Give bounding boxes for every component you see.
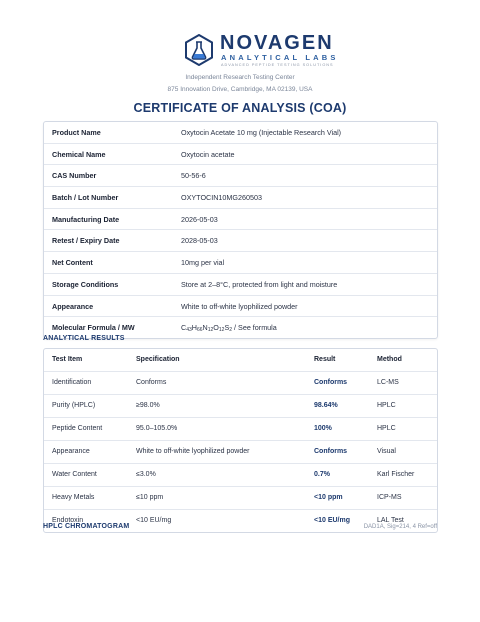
method: HPLC — [377, 425, 396, 432]
info-row — [44, 187, 437, 209]
table-header-row — [44, 349, 437, 372]
method: HPLC — [377, 402, 396, 409]
result: Conforms — [314, 379, 348, 386]
info-key: CAS Number — [52, 171, 97, 181]
column-header: Method — [377, 356, 402, 363]
result: Conforms — [314, 448, 348, 455]
result: <10 ppm — [314, 494, 343, 501]
specification: <10 EU/mg — [136, 517, 172, 524]
lab-description: Independent Research Testing Center — [185, 74, 295, 81]
info-key: Storage Conditions — [52, 279, 119, 289]
info-key: Molecular Formula / MW — [52, 323, 135, 333]
specification: Conforms — [136, 379, 167, 386]
result: 98.64% — [314, 402, 338, 409]
column-header: Specification — [136, 356, 180, 363]
result: 0.7% — [314, 471, 330, 478]
method: Visual — [377, 448, 396, 455]
table-row — [44, 464, 437, 487]
specification: ≥98.0% — [136, 402, 160, 409]
info-row — [44, 165, 437, 187]
page-title: CERTIFICATE OF ANALYSIS (COA) — [133, 101, 347, 115]
flask-hexagon-icon — [184, 34, 214, 66]
test-item: Peptide Content — [52, 425, 103, 432]
info-value: Oxytocin Acetate 10 mg (Injectable Research Vial) — [181, 128, 342, 137]
result: 100% — [314, 425, 332, 432]
info-value: 10mg per vial — [181, 258, 225, 268]
method: LC-MS — [377, 379, 399, 386]
lab-address: 875 Innovation Drive, Cambridge, MA 02139, USA — [167, 86, 313, 93]
info-key: Chemical Name — [52, 149, 106, 159]
test-item: Endotoxin — [52, 517, 84, 524]
molecular-formula-value: $C_{43}H_{66}N_{12}O_{12}S_2$ / See formula — [181, 323, 277, 334]
table-row — [44, 418, 437, 441]
method: ICP-MS — [377, 494, 402, 501]
specification: 95.0–105.0% — [136, 425, 178, 432]
specification: ≤10 ppm — [136, 494, 164, 501]
analytical-results-table — [43, 348, 438, 533]
method: Karl Fischer — [377, 471, 415, 478]
test-item: Identification — [52, 379, 92, 386]
info-key: Appearance — [52, 301, 94, 311]
test-item: Purity (HPLC) — [52, 402, 96, 409]
info-row — [44, 274, 437, 296]
info-value: Store at 2–8°C, protected from light and moisture — [181, 279, 338, 289]
test-item: Water Content — [52, 471, 97, 478]
info-key: Retest / Expiry Date — [52, 236, 120, 246]
info-row — [44, 122, 437, 144]
info-key: Manufacturing Date — [52, 214, 120, 224]
info-row — [44, 144, 437, 166]
info-value: 2026-05-03 — [181, 214, 218, 224]
analytical-results-heading: ANALYTICAL RESULTS — [43, 335, 125, 342]
info-value: White to off-white lyophilized powder — [181, 301, 298, 311]
table-row — [44, 372, 437, 395]
hplc-chromatogram-heading: HPLC CHROMATOGRAM — [43, 523, 130, 530]
info-row — [44, 209, 437, 231]
info-row — [44, 296, 437, 318]
info-value: OXYTOCIN10MG260503 — [181, 193, 262, 203]
test-item: Heavy Metals — [52, 494, 95, 501]
specification: White to off-white lyophilized powder — [136, 448, 250, 455]
info-key: Net Content — [52, 258, 93, 268]
product-info-table — [43, 121, 438, 339]
info-value: Oxytocin acetate — [181, 149, 235, 159]
result: <10 EU/mg — [314, 517, 350, 524]
info-key: Product Name — [52, 128, 101, 137]
info-row — [44, 252, 437, 274]
info-value: 50-56-6 — [181, 171, 206, 181]
brand-tagline: ADVANCED PEPTIDE TESTING SOLUTIONS — [221, 63, 334, 67]
method: LAL Test — [377, 517, 404, 524]
table-row — [44, 487, 437, 510]
table-row — [44, 395, 437, 418]
info-value: 2028-05-03 — [181, 236, 218, 246]
detector-info: DAD1A, Sig=214, 4 Ref=off — [363, 524, 437, 530]
info-key: Batch / Lot Number — [52, 193, 119, 203]
brand-subtitle: ANALYTICAL LABS — [221, 53, 339, 62]
test-item: Appearance — [52, 448, 90, 455]
table-row — [44, 441, 437, 464]
column-header: Test Item — [52, 356, 83, 363]
info-row — [44, 230, 437, 252]
brand-name: NOVAGEN — [220, 32, 334, 54]
lab-logo — [0, 30, 480, 74]
column-header: Result — [314, 356, 336, 363]
specification: ≤3.0% — [136, 471, 156, 478]
